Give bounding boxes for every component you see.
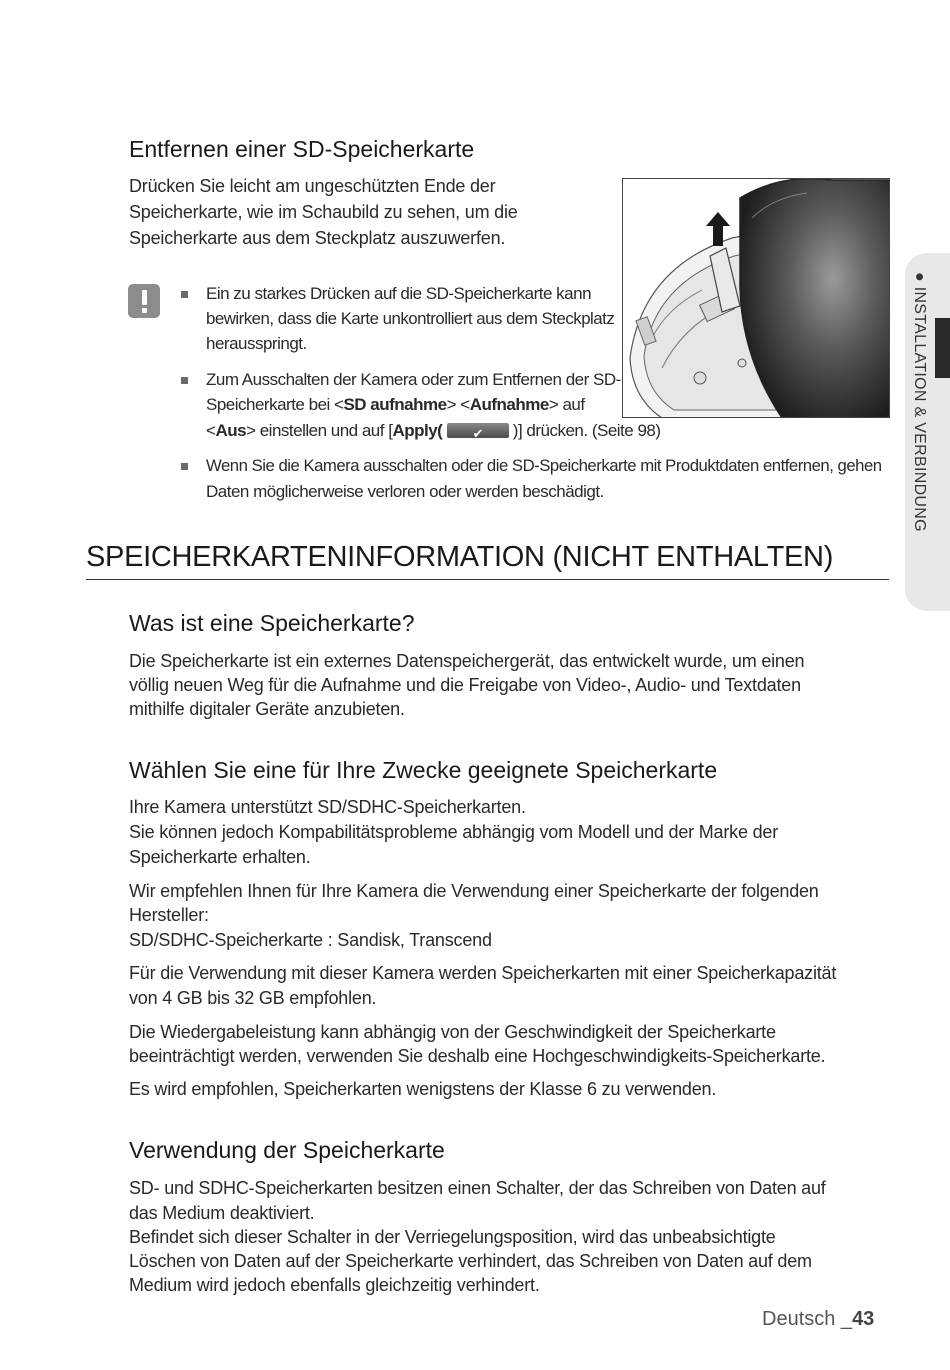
page-footer [762,1308,874,1331]
camera-sd-card-illustration [622,178,892,420]
removal-heading: Entfernen einer SD-Speicherkarte [129,136,475,162]
removal-line: Speicherkarte, wie im Schaubild zu sehen, um die [129,202,518,222]
bullet [181,291,188,298]
choose-line: Ihre Kamera unterstützt SD/SDHC-Speicherkarten. [129,797,526,817]
what-line: völlig neuen Weg für die Aufnahme und die Freigabe von Video-, Audio- und Textdaten [129,675,801,695]
choose-line: von 4 GB bis 32 GB empfohlen. [129,988,377,1008]
bullet [181,463,188,470]
section-title: SPEICHERKARTENINFORMATION (NICHT ENTHALTEN) [86,541,834,573]
choose-line: Hersteller: [129,905,209,925]
what-line: Die Speicherkarte ist ein externes Datenspeichergerät, das entwickelt wurde, um einen [129,651,805,671]
note-3-line: Wenn Sie die Kamera ausschalten oder die SD-Speicherkarte mit Produktdaten entfernen, gehen [206,456,882,475]
chapter-label-text: ● INSTALLATION & VERBINDUNG [911,272,928,532]
footer-language: Deutsch _ [762,1308,853,1330]
section-divider [86,579,889,580]
note-3-line: Daten möglicherweise verloren oder werden beschädigt. [206,482,604,501]
note-2-line: Speicherkarte bei <SD aufnahme> <Aufnahme> auf [206,395,585,414]
choose-line: Speicherkarte erhalten. [129,847,311,867]
choose-line: SD/SDHC-Speicherkarte : Sandisk, Transcend [129,930,492,950]
note-2-line: <Aus> einstellen und auf [Apply( ✔ )] drücken. (Seite 98) [206,421,661,441]
choose-line: Wir empfehlen Ihnen für Ihre Kamera die Verwendung einer Speicherkarte der folgenden [129,881,819,901]
what-heading: Was ist eine Speicherkarte? [129,610,415,636]
apply-button-icon: ✔ [447,423,509,438]
note-1-line: Ein zu starkes Drücken auf die SD-Speicherkarte kann [206,284,592,303]
note-2-line: Zum Ausschalten der Kamera oder zum Entfernen der SD- [206,370,621,389]
usage-heading: Verwendung der Speicherkarte [129,1137,445,1163]
page-number: 43 [852,1308,875,1330]
usage-line: Befindet sich dieser Schalter in der Verriegelungsposition, wird das unbeabsichtigte [129,1227,776,1247]
choose-line: Die Wiedergabeleistung kann abhängig von der Geschwindigkeit der Speicherkarte [129,1022,776,1042]
usage-line: Löschen von Daten auf der Speicherkarte verhindert, das Schreiben von Daten auf dem [129,1251,812,1271]
note-1-line: bewirken, dass die Karte unkontrolliert aus dem Steckplatz [206,309,615,328]
removal-line: Drücken Sie leicht am ungeschützten Ende der [129,176,496,196]
removal-line: Speicherkarte aus dem Steckplatz auszuwerfen. [129,228,506,248]
choose-line: beeinträchtigt werden, verwenden Sie deshalb eine Hochgeschwindigkeits-Speicherkarte. [129,1046,826,1066]
choose-line: Sie können jedoch Kompabilitätsprobleme abhängig vom Modell und der Marke der [129,822,778,842]
choose-line: Für die Verwendung mit dieser Kamera werden Speicherkarten mit einer Speicherkapazität [129,963,837,983]
chapter-indicator [935,318,950,378]
usage-line: das Medium deaktiviert. [129,1203,315,1223]
note-1-line: herausspringt. [206,334,307,353]
usage-line: SD- und SDHC-Speicherkarten besitzen einen Schalter, der das Schreiben von Daten auf [129,1178,826,1198]
choose-heading: Wählen Sie eine für Ihre Zwecke geeignete Speicherkarte [129,757,718,783]
choose-line: Es wird empfohlen, Speicherkarten wenigstens der Klasse 6 zu verwenden. [129,1079,717,1099]
usage-line: Medium wird jedoch ebenfalls gleichzeitig verhindert. [129,1275,540,1295]
exclamation-icon [128,284,160,318]
what-line: mithilfe digitaler Geräte anzubieten. [129,699,405,719]
bullet [181,377,188,384]
